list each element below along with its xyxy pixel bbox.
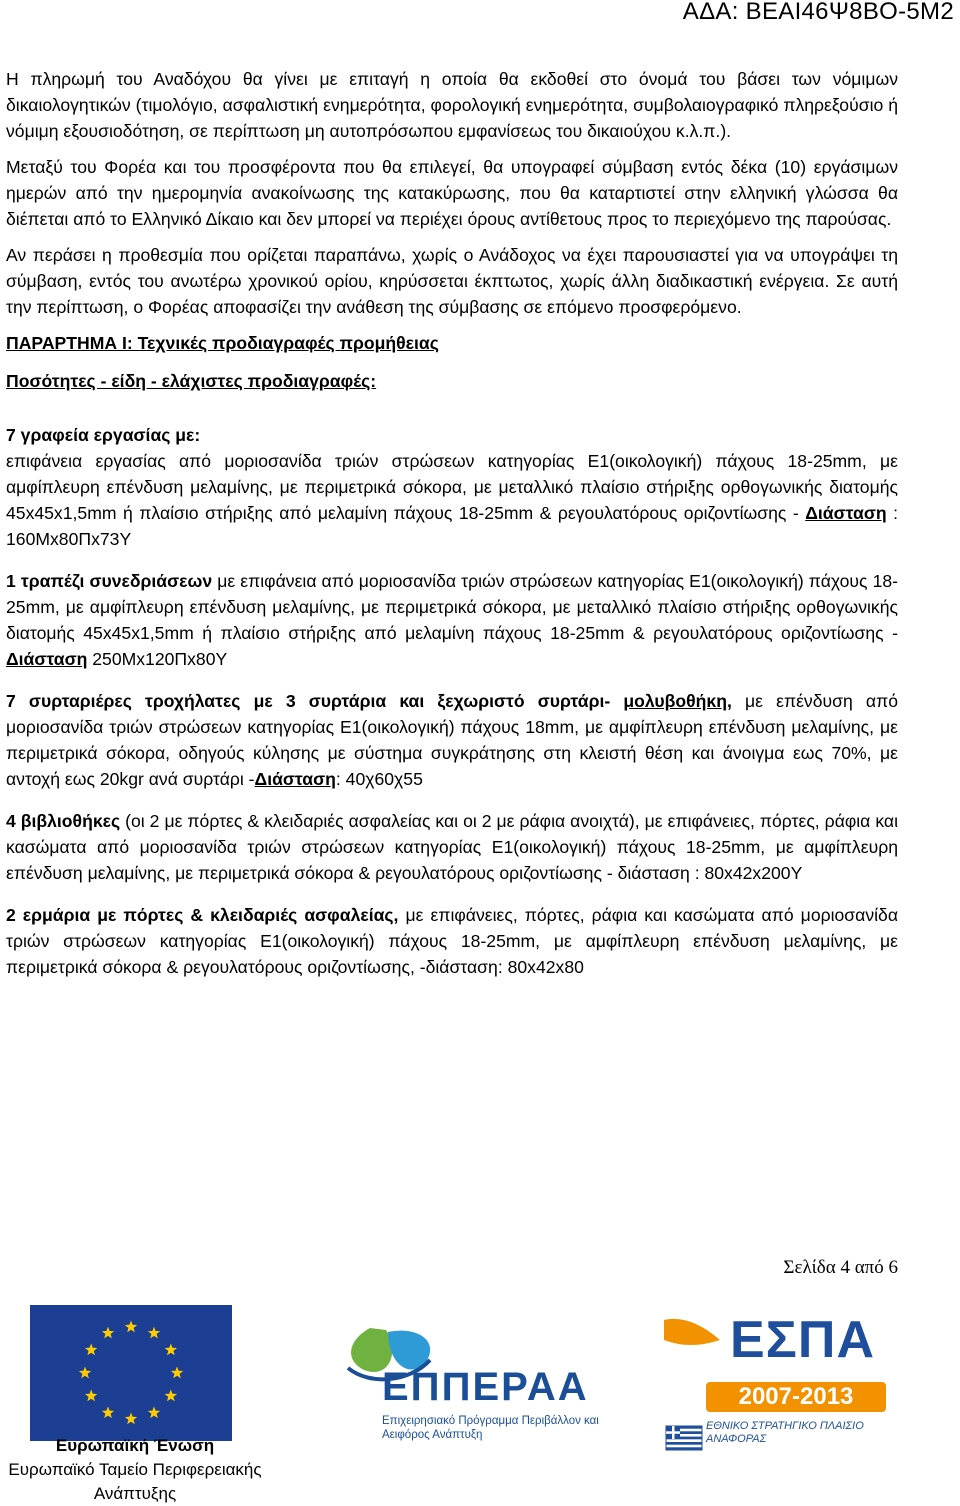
item-bookcases-title: 4 βιβλιοθήκες: [6, 811, 121, 831]
eu-flag-logo: [30, 1305, 232, 1441]
epperaa-subtitle: Επιχειρησιακό Πρόγραμμα Περιβάλλον και Αειφόρος Ανάπτυξη: [382, 1415, 599, 1441]
item-conference-table: [6, 568, 898, 672]
espa-title: ΕΣΠΑ: [730, 1311, 875, 1369]
eu-caption: [0, 1434, 270, 1506]
annex-title: ΠΑΡΑΡΤΗΜΑ Ι: Τεχνικές προδιαγραφές προμήθειας: [6, 333, 439, 353]
eu-caption-fund: Ευρωπαϊκό Ταμείο Περιφερειακής Ανάπτυξης: [8, 1460, 262, 1503]
quantities-title: Ποσότητες - είδη - ελάχιστες προδιαγραφές:: [6, 371, 377, 391]
item-table-dim-value: 250Μx120Πx80Υ: [87, 649, 228, 669]
item-cabinets: [6, 902, 898, 980]
item-cabinets-text: με επιφάνειες, πόρτες, ράφια και κασώματα από μοριοσανίδα τριών στρώσεων κατηγορίας Ε1(οικολογική) πάχους 18-25mm, με αμφίπλευρη επένδυση μελαμίνης, με περιμετρικά σόκορα & ρεγουλατόρους οριζοντίωσης, -διάσταση: 80x42x80: [6, 905, 899, 977]
item-desks-dim-value: : 160Μx80Πx73Υ: [6, 503, 898, 549]
paragraph-contract: Μεταξύ του Φορέα και του προσφέροντα που θα επιλεγεί, θα υπογραφεί σύμβαση εντός δέκα (10) εργάσιμων ημερών από την ημερομηνία ανακοίνωσης της κατακύρωσης, που θα καταρτιστεί στην ελληνική γλώσσα θα διέπεται από το Ελληνικό Δίκαιο και δεν μπορεί να περιέχει όρους αντίθετους προς το περιεχόμενο της παρούσας.: [6, 157, 898, 229]
item-table-dim-label: Διάσταση: [6, 649, 88, 669]
item-desks-dim-label: Διάσταση: [805, 503, 887, 523]
item-desks-title: 7 γραφεία εργασίας με:: [6, 425, 201, 445]
item-cabinets-title: 2 ερμάρια με πόρτες & κλειδαριές ασφαλείας,: [6, 905, 399, 925]
espa-years: 2007-2013: [738, 1383, 854, 1410]
item-drawers-title-underlined: μολυβοθήκη,: [623, 691, 732, 711]
paragraph-deadline: Αν περάσει η προθεσμία που ορίζεται παραπάνω, χωρίς ο Ανάδοχος να έχει παρουσιαστεί για να υπογράψει τη σύμβαση, εντός του ανωτέρω χρονικού ορίου, κηρύσσεται έκπτωτος, χωρίς άλλη διαδικαστική ενέργεια. Σε αυτή την περίπτωση, ο Φορέας αποφασίζει την ανάθεση της σύμβασης σε επόμενο προσφερόμενο.: [6, 245, 898, 317]
item-desks: [6, 422, 898, 552]
item-bookcases-text: (οι 2 με πόρτες & κλειδαριές ασφαλείας και οι 2 με ράφια ανοιχτά), με επιφάνειες, πόρτες, ράφια και κασώματα από μοριοσανίδα τριών στρώσεων κατηγορίας Ε1(οικολογική) πάχους 18-25mm, με αμφίπλευρη επένδυση μελαμίνης, με περιμετρικά σόκορα & ρεγουλατόρους οριζοντίωσης - διάσταση : 80x42x200Υ: [6, 811, 899, 883]
epperaa-title: ΕΠΠΕΡΑΑ: [382, 1365, 589, 1409]
item-drawers-dim-value: : 40χ60χ55: [335, 769, 423, 789]
page-number: Σελίδα 4 από 6: [783, 1257, 898, 1278]
item-table-title: 1 τραπέζι συνεδριάσεων: [6, 571, 213, 591]
item-desks-text: επιφάνεια εργασίας από μοριοσανίδα τριών στρώσεων κατηγορίας Ε1(οικολογική) πάχους 18-25mm, με αμφίπλευρη επένδυση μελαμίνης, με περιμετρικά σόκορα, με μεταλλικό πλαίσιο στήριξης ορθογωνικής διατομής 45x45x1,5mm ή πλαίσιο στήριξης από μελαμίνη πάχους 18-25mm & ρεγουλατόρους οριζοντίωσης -: [6, 451, 898, 523]
document-body: [6, 66, 898, 996]
item-drawers-title: 7 συρταριέρες τροχήλατες με 3 συρτάρια και ξεχωριστό συρτάρι-: [6, 691, 624, 711]
espa-subtitle: ΕΘΝΙΚΟ ΣΤΡΑΤΗΓΙΚΟ ΠΛΑΙΣΙΟ ΑΝΑΦΟΡΑΣ: [706, 1420, 864, 1445]
item-drawers: [6, 688, 898, 792]
ada-code: ΑΔΑ: ΒΕΑΙ46Ψ8ΒΟ-5Μ2: [682, 0, 954, 25]
item-table-text: με επιφάνεια από μοριοσανίδα τριών στρώσεων κατηγορίας Ε1(οικολογική) πάχους 18-25mm, με αμφίπλευρη επένδυση μελαμίνης, με περιμετρικά σόκορα, με μεταλλικό πλαίσιο στήριξης ορθογωνικής διατομής 45x45x1,5mm ή πλαίσιο στήριξης από μελαμίνη πάχους 18-25mm & ρεγουλατόρους οριζοντίωσης -: [6, 571, 899, 643]
item-drawers-dim-label: Διάσταση: [254, 769, 336, 789]
item-drawers-text: με επένδυση από μοριοσανίδα τριών στρώσεων κατηγορίας Ε1(οικολογική) πάχους 18mm, με αμφίπλευρη επένδυση μελαμίνης, με περιμετρικά σόκορα, οδηγούς κύλησης με σύστημα συγκράτησης στη κλειστή θέση και άνοιγμα εως 70%, με αντοχή εως 20kgr ανά συρτάρι -: [6, 691, 899, 789]
eu-caption-title: Ευρωπαϊκή Ένωση: [55, 1436, 215, 1455]
item-bookcases: [6, 808, 898, 886]
paragraph-payment: Η πληρωμή του Αναδόχου θα γίνει με επιταγή η οποία θα εκδοθεί στο όνομά του βάσει των νόμιμων δικαιολογητικών (τιμολόγιο, ασφαλιστική ενημερότητα, φορολογική ενημερότητα, συμβολαιογραφικό πληρεξούσιο ή νόμιμη εξουσιοδότηση, σε περίπτωση μη αυτοπρόσωπου εμφανίσεως του δικαιούχου κ.λ.π.).: [6, 69, 898, 141]
